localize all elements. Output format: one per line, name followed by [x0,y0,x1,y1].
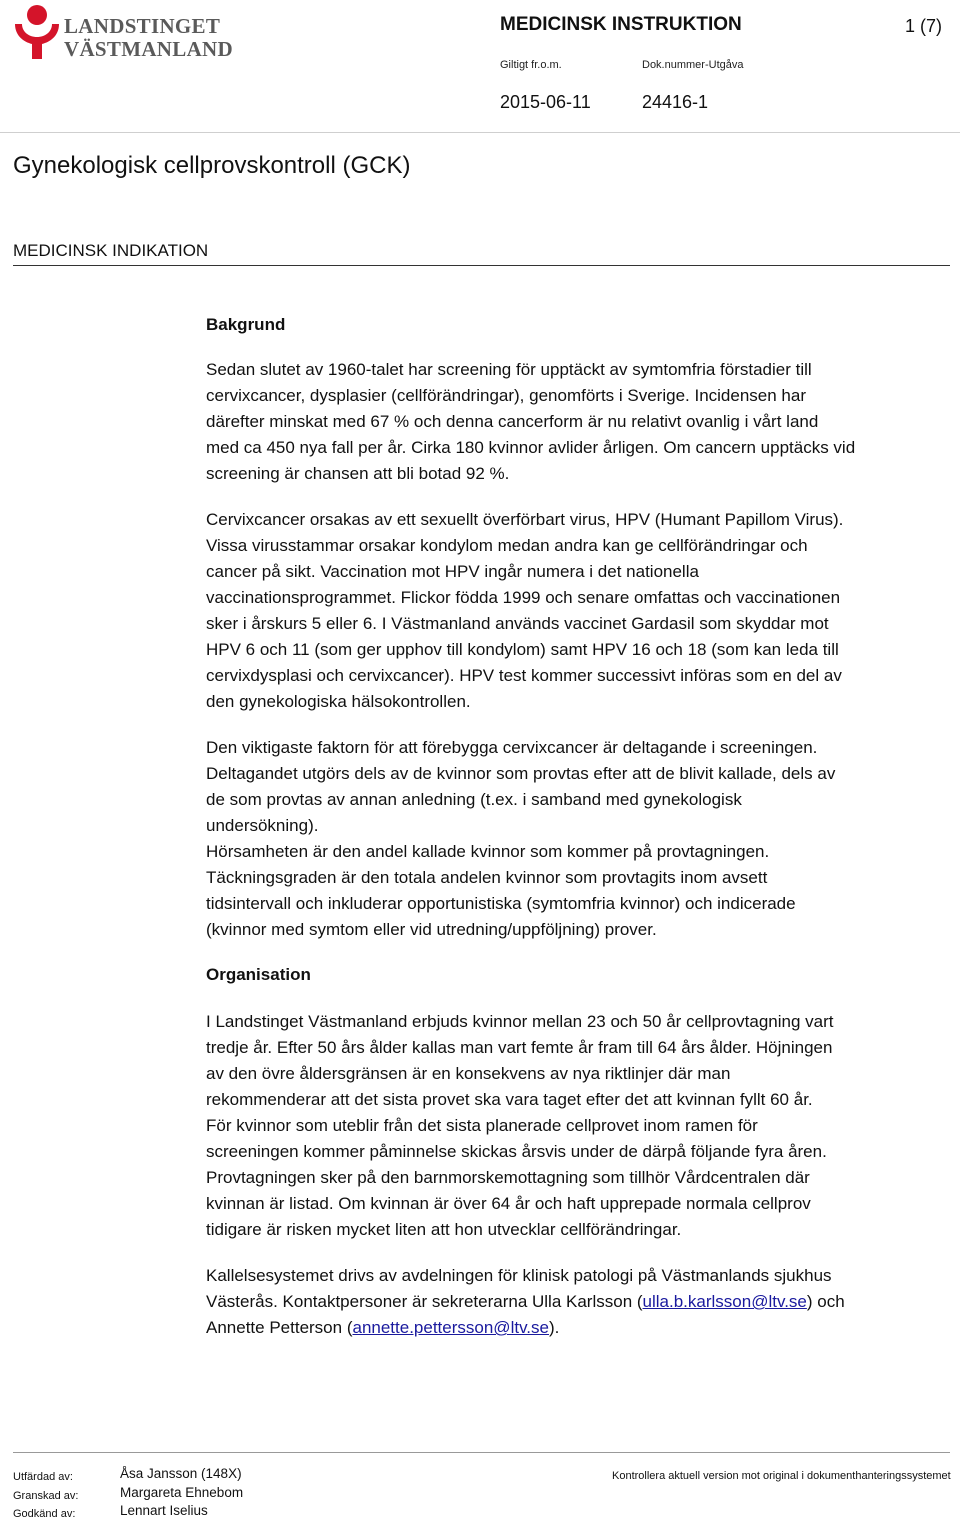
text-line: Cervixcancer orsakas av ett sexuellt överförbart virus, HPV (Humant Papillom Virus). [206,510,844,529]
text-line: rekommenderar att det sista provet ska vara taget efter det att kvinnan fyllt 60 år. [206,1090,813,1109]
logo-text-line1: LANDSTINGET [64,14,221,38]
text-line [206,1289,952,1315]
heading-bakgrund: Bakgrund [206,315,286,334]
issued-by-name: Åsa Jansson (148X) [120,1466,242,1481]
text-line: tidigare är risken mycket liten att hon utvecklar cellförändringar. [206,1220,682,1239]
text-line: därefter minskat med 67 % och denna cancerform är nu relativt ovanlig i vårt land [206,412,819,431]
text-line: vaccinationsprogrammet. Flickor födda 1999 och senare omfattas och vaccinationen [206,588,841,607]
issued-by-label: Utfärdad av: [13,1471,73,1483]
text-line: Kallelsesystemet drivs av avdelningen för klinisk patologi på Västmanlands sjukhus [206,1266,832,1285]
text-line: cervixcancer, dysplasier (cellförändringar), genomförts i Sverige. Incidensen har [206,386,806,405]
text-line: (kvinnor med symtom eller vid utredning/uppföljning) prover. [206,920,657,939]
document-number-label: Dok.nummer-Utgåva [642,59,744,71]
text-line: tidsintervall och inkluderar opportunistiska (symtomfria kvinnor) och indicerade [206,894,796,913]
document-type: MEDICINSK INSTRUKTION [500,14,742,35]
text-line: de som provtas av annan anledning (t.ex. i samband med gynekologisk [206,790,742,809]
approved-by-name: Lennart Iselius [120,1503,208,1518]
text-line: kvinnan är listad. Om kvinnan är över 64 år och haft upprepade normala cellprov [206,1194,811,1213]
footer-divider [13,1452,950,1453]
text-line: Vissa virusstammar orsakar kondylom medan andra kan ge cellförändringar och [206,536,808,555]
paragraph-organisation-1 [206,1009,952,1243]
text-line: Hörsamheten är den andel kallade kvinnor som kommer på provtagningen. [206,842,770,861]
text-line: tredje år. Efter 50 års ålder kallas man vart femte år fram till 64 års ålder. Höjningen [206,1038,833,1057]
reviewed-by-name: Margareta Ehnebom [120,1485,244,1500]
valid-from-label: Giltigt fr.o.m. [500,59,562,71]
paragraph-background-1 [206,357,952,487]
text-line: För kvinnor som uteblir från det sista planerade cellprovet inom ramen för [206,1116,758,1135]
text-line: undersökning). [206,816,319,835]
document-number: 24416-1 [642,92,709,112]
text-fragment: ) och [806,1292,845,1311]
valid-from-date: 2015-06-11 [500,92,591,112]
text-line: cervixdysplasi och cervixcancer). HPV test kommer successivt införas som en del av [206,666,842,685]
text-line: sker i årskurs 5 eller 6. I Västmanland används vaccinet Gardasil som skyddar mot [206,614,829,633]
text-line: den gynekologiska hälsokontrollen. [206,692,471,711]
text-line: Den viktigaste faktorn för att förebygga cervixcancer är deltagande i screeningen. [206,738,818,757]
logo-text-line2: VÄSTMANLAND [64,37,233,61]
text-line: med ca 450 nya fall per år. Cirka 180 kvinnor avlider årligen. Om cancern upptäcks vid [206,438,856,457]
text-line [206,1315,952,1341]
text-line: Provtagningen sker på den barnmorskemottagning som tillhör Vårdcentralen där [206,1168,810,1187]
section-divider [13,265,950,266]
paragraph-background-2 [206,507,952,715]
page-number: 1 (7) [905,16,943,36]
text-line: cancer på sikt. Vaccination mot HPV ingår numera i det nationella [206,562,699,581]
text-line: Deltagandet utgörs dels av de kvinnor som provtas efter att de blivit kallade, dels av [206,764,836,783]
text-line: I Landstinget Västmanland erbjuds kvinnor mellan 23 och 50 år cellprovtagning vart [206,1012,834,1031]
text-line: Täckningsgraden är den totala andelen kvinnor som provtagits inom avsett [206,868,768,887]
reviewed-by-label: Granskad av: [13,1490,79,1502]
text-line: screeningen kommer påminnelse skickas årsvis under de därpå följande fyra åren. [206,1142,827,1161]
text-line: HPV 6 och 11 (som ger upphov till kondylom) samt HPV 16 och 18 (som kan leda till [206,640,839,659]
email-link-annette-petterson[interactable]: annette.pettersson@ltv.se [352,1318,549,1337]
email-link-ulla-karlsson[interactable]: ulla.b.karlsson@ltv.se [642,1292,807,1311]
organization-logo [12,4,233,61]
logo-mark-icon [12,4,62,60]
header-divider [0,132,960,133]
heading-organisation: Organisation [206,965,311,984]
text-fragment: ). [548,1318,560,1337]
text-line: Sedan slutet av 1960-talet har screening för upptäckt av symtomfria förstadier till [206,360,812,379]
paragraph-background-3 [206,735,952,943]
paragraph-organisation-2 [206,1263,952,1341]
version-control-note: Kontrollera aktuell version mot original i dokumenthanteringssystemet [612,1470,951,1482]
text-line: av den övre åldersgränsen är en konsekvens av nya riktlinjer där man [206,1064,731,1083]
section-heading: MEDICINSK INDIKATION [13,241,209,260]
text-fragment: Västerås. Kontaktpersoner är sekreterarna Ulla Karlsson ( [206,1292,643,1311]
approved-by-label: Godkänd av: [13,1508,76,1520]
document-title: Gynekologisk cellprovskontroll (GCK) [13,152,411,179]
text-line: screening är chansen att bli botad 92 %. [206,464,510,483]
text-fragment: Annette Petterson ( [206,1318,353,1337]
